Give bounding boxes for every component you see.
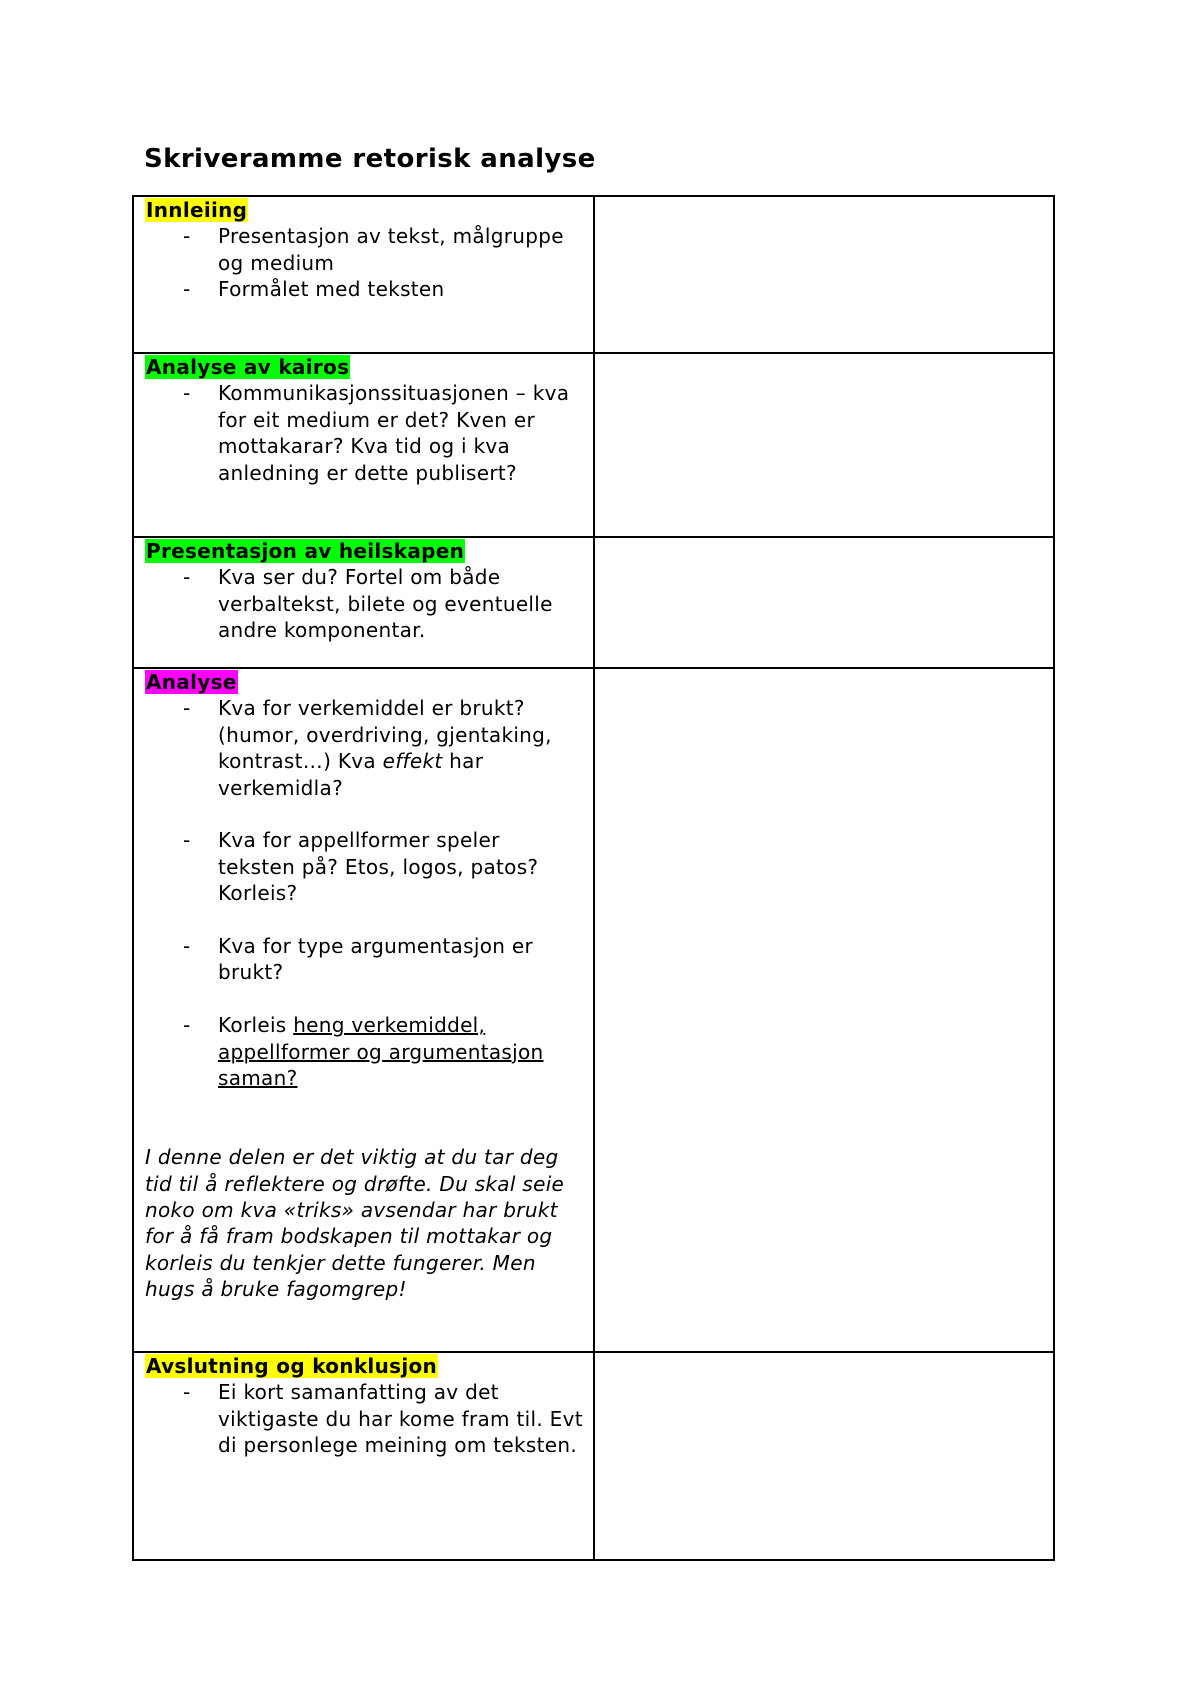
answer-cell-avslutning[interactable]: [594, 1352, 1054, 1560]
prompt-cell-analyse: [133, 668, 594, 1352]
table-row-avslutning: [133, 1352, 1054, 1560]
answer-cell-kairos[interactable]: [594, 353, 1054, 537]
list-item: - Ei kort samanfatting av det viktigaste du har kome fram til. Evt di personlege meining om teksten.: [183, 1380, 583, 1458]
list-spacer: [145, 907, 583, 933]
list-item: - Presentasjon av tekst, målgruppe og medium: [183, 224, 564, 275]
section-heading-avslutning: Avslutning og konklusjon: [146, 1354, 438, 1378]
item-list-kairos: [145, 380, 583, 486]
page-title: Skriveramme retorisk analyse: [144, 144, 596, 174]
underlined-text: heng verkemiddel, appellformer og argumentasjon saman?: [218, 1013, 544, 1091]
list-item: - Kva for type argumentasjon er brukt?: [183, 934, 533, 985]
list-spacer: [145, 801, 583, 827]
section-heading-analyse: Analyse: [146, 670, 237, 694]
item-list-heilskapen: [145, 564, 583, 643]
section-heading-innleiing: Innleiing: [146, 198, 248, 222]
list-item: - Kommunikasjonssituasjonen – kva for eit medium er det? Kven er mottakarar? Kva tid og i kva anledning er dette publisert?: [183, 381, 570, 485]
prompt-cell-kairos: [133, 353, 594, 537]
spacer: [145, 1118, 583, 1144]
table-row-heilskapen: [133, 537, 1054, 668]
analysis-note: I denne delen er det viktig at du tar deg tid til å reflektere og drøfte. Du skal seie noko om kva «triks» avsendar har brukt for å få fram bodskapen til mottakar og korleis du tenkjer dette fungerer. Men hugs å bruke fagomgrep!: [145, 1145, 565, 1302]
section-heading-kairos: Analyse av kairos: [146, 355, 350, 379]
answer-cell-heilskapen[interactable]: [594, 537, 1054, 668]
emphasis-text: effekt: [382, 749, 443, 774]
list-item: - Kva for appellformer speler teksten på? Etos, logos, patos? Korleis?: [183, 828, 539, 906]
prompt-cell-avslutning: [133, 1352, 594, 1560]
item-list-analyse: [145, 695, 583, 1091]
table-row-innleiing: [133, 196, 1054, 353]
list-item: - Formålet med teksten: [183, 277, 445, 302]
item-list-avslutning: [145, 1379, 583, 1458]
answer-cell-innleiing[interactable]: [594, 196, 1054, 353]
list-item: - Kva for verkemiddel er brukt? (humor, overdriving, gjentaking, kontrast…) Kva effekt har verkemidla?: [183, 696, 552, 800]
table-row-analyse: [133, 668, 1054, 1352]
list-item: - Kva ser du? Fortel om både verbaltekst, bilete og eventuelle andre komponentar.: [183, 565, 553, 643]
list-spacer: [145, 986, 583, 1012]
prompt-cell-heilskapen: [133, 537, 594, 668]
prompt-cell-innleiing: [133, 196, 594, 353]
item-list-innleiing: [145, 223, 583, 302]
answer-cell-analyse[interactable]: [594, 668, 1054, 1352]
list-item: - Korleis heng verkemiddel, appellformer og argumentasjon saman?: [183, 1013, 544, 1091]
table-row-kairos: [133, 353, 1054, 537]
spacer: [145, 1091, 583, 1117]
writing-frame-table: [132, 195, 1055, 1561]
section-heading-heilskapen: Presentasjon av heilskapen: [146, 539, 465, 563]
